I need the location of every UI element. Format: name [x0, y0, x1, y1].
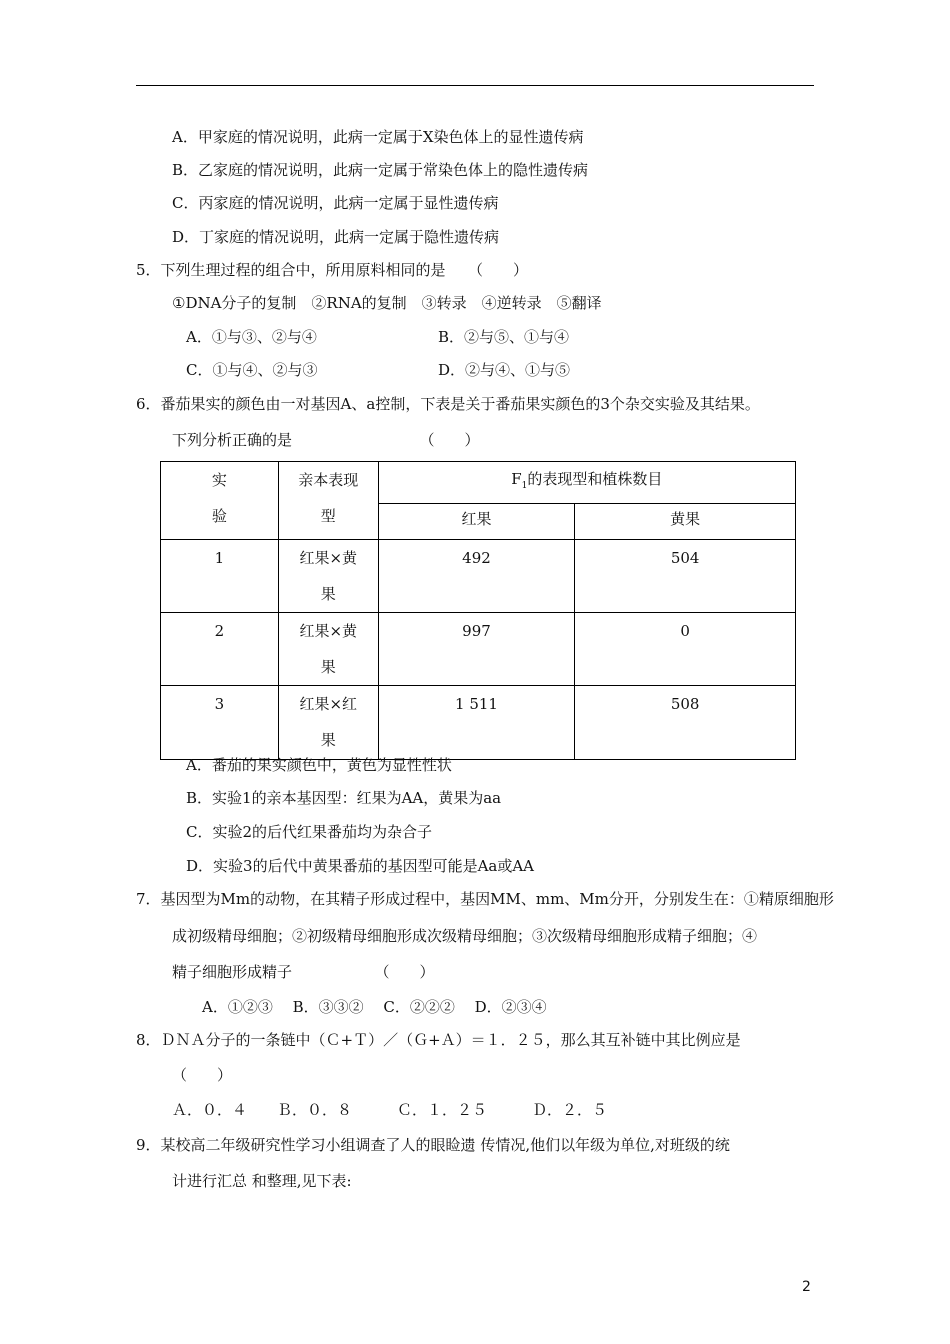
q4-option-d: D．丁家庭的情况说明，此病一定属于隐性遗传病 — [172, 228, 500, 246]
table-row — [161, 686, 796, 760]
q5-option-c: C．①与④、②与③ — [186, 361, 318, 379]
q6-stem-line1: 6．番茄果实的颜色由一对基因A、a控制，下表是关于番茄果实颜色的3个杂交实验及其结果。 — [136, 395, 760, 413]
q5-option-a: A．①与③、②与④ — [186, 328, 317, 346]
q5-option-b: B．②与⑤、①与④ — [438, 328, 570, 346]
page-number: 2 — [802, 1279, 811, 1295]
table-row — [161, 540, 796, 613]
cell-parent: 红果×黄 果 — [278, 613, 378, 686]
q7-line3: 精子细胞形成精子 （ ） — [172, 963, 435, 981]
q9-line2: 计进行汇总 和整理,见下表: — [172, 1172, 352, 1190]
header-f1-phenotype: $F_1$的表现型和植株数目 — [378, 462, 795, 504]
cell-parent: 红果×黄 果 — [278, 540, 378, 613]
q9-line1: 9．某校高二年级研究性学习小组调查了人的眼睑遗 传情况,他们以年级为单位,对班级的统 — [136, 1136, 730, 1154]
cell-yellow-count: 0 — [575, 613, 796, 686]
q6-option-c: C．实验2的后代红果番茄均为杂合子 — [186, 823, 433, 841]
header-parent-phenotype: 亲本表现 型 — [278, 462, 378, 540]
cell-red-count: 997 — [378, 613, 575, 686]
q6-option-d: D．实验3的后代中黄果番茄的基因型可能是Aa或AA — [186, 857, 535, 875]
cell-yellow-count: 508 — [575, 686, 796, 760]
q5-stem: 5．下列生理过程的组合中，所用原料相同的是 （ ） — [136, 261, 529, 279]
q6-option-a: A．番茄的果实颜色中，黄色为显性性状 — [186, 756, 452, 774]
header-experiment: 实 验 — [161, 462, 279, 540]
cell-yellow-count: 504 — [575, 540, 796, 613]
header-red: 红果 — [378, 504, 575, 540]
q6-stem-line2: 下列分析正确的是 （ ） — [172, 431, 480, 449]
cell-experiment-no: 1 — [161, 540, 279, 613]
q8-line2: （ ） — [172, 1066, 233, 1084]
q5-items: ①DNA分子的复制 ②RNA的复制 ③转录 ④逆转录 ⑤翻译 — [172, 294, 602, 312]
header-rule — [136, 85, 814, 86]
cell-red-count: 1 511 — [378, 686, 575, 760]
q4-option-b: B．乙家庭的情况说明，此病一定属于常染色体上的隐性遗传病 — [172, 161, 589, 179]
q4-option-c: C．丙家庭的情况说明，此病一定属于显性遗传病 — [172, 194, 499, 212]
q7-line2: 成初级精母细胞；②初级精母细胞形成次级精母细胞；③次级精母细胞形成精子细胞；④ — [172, 927, 758, 945]
q6-option-b: B．实验1的亲本基因型：红果为AA，黄果为aa — [186, 789, 502, 807]
header-yellow: 黄果 — [575, 504, 796, 540]
q4-option-a: A．甲家庭的情况说明，此病一定属于X染色体上的显性遗传病 — [172, 128, 584, 146]
q8-line1: 8．ＤＮＡ分子的一条链中（Ｃ+Ｔ）／（Ｇ+Ａ）＝１．２５，那么其互补链中其比例应是 — [136, 1031, 741, 1049]
q7-line1: 7．基因型为Mm的动物，在其精子形成过程中，基因MM、mm、Mm分开，分别发生在：①精原细胞形 — [136, 890, 834, 908]
cell-red-count: 492 — [378, 540, 575, 613]
q7-options: A．①②③ B．③③② C．②②② D．②③④ — [202, 998, 547, 1016]
q8-options: Ａ．０．４ Ｂ．０．８ Ｃ．１．２５ Ｄ．２．５ — [172, 1101, 608, 1119]
cell-experiment-no: 3 — [161, 686, 279, 760]
experiment-table — [160, 461, 796, 760]
cell-parent: 红果×红 果 — [278, 686, 378, 760]
cell-experiment-no: 2 — [161, 613, 279, 686]
q5-option-d: D．②与④、①与⑤ — [438, 361, 571, 379]
table-row — [161, 613, 796, 686]
